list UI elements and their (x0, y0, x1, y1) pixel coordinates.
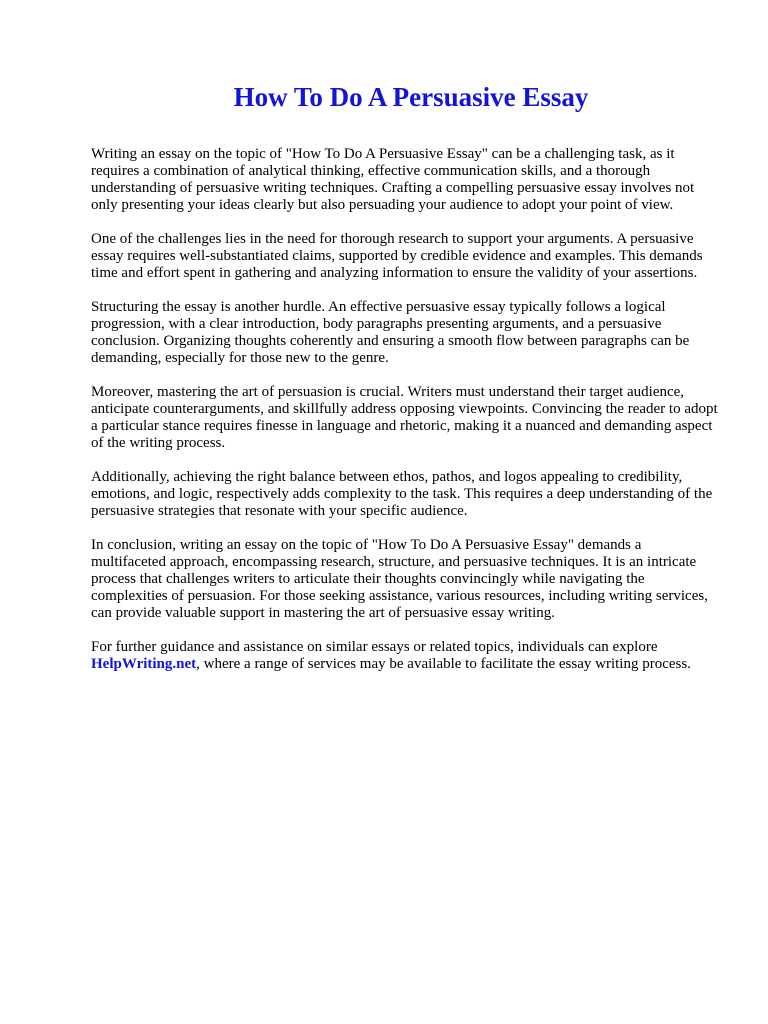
paragraph-1: Writing an essay on the topic of "How To Do A Persuasive Essay" can be a challenging task, as it requires a combination of analytical thinking, effective communication skills, and a thorough understanding of persuasive writing techniques. Crafting a compelling persuasive essay involves not only presenting your ideas clearly but also persuading your audience to adopt your point of view. (91, 146, 695, 213)
paragraph-5: Additionally, achieving the right balance between ethos, pathos, and logos appealing to credibility, emotions, and logic, respectively adds complexity to the task. This requires a deep understanding of the persuasive strategies that resonate with your specific audience. (91, 469, 713, 519)
essay-body (91, 146, 719, 690)
paragraph-3: Structuring the essay is another hurdle. An effective persuasive essay typically follows a logical progression, with a clear introduction, body paragraphs presenting arguments, and a persuasive conclusion. Organizing thoughts coherently and ensuring a smooth flow between paragraphs can be demanding, especially for those new to the genre. (91, 299, 690, 366)
helpwriting-link[interactable]: HelpWriting.net (91, 656, 197, 672)
closing-paragraph (91, 639, 719, 673)
paragraph-4: Moreover, mastering the art of persuasion is crucial. Writers must understand their target audience, anticipate counterarguments, and skillfully address opposing viewpoints. Convincing the reader to adopt a particular stance requires finesse in language and rhetoric, making it a nuanced and demanding aspect of the writing process. (91, 384, 718, 451)
closing-text-before: For further guidance and assistance on similar essays or related topics, individuals can explore (91, 639, 658, 655)
paragraph-2: One of the challenges lies in the need for thorough research to support your arguments. A persuasive essay requires well-substantiated claims, supported by credible evidence and examples. This demands time and effort spent in gathering and analyzing information to ensure the validity of your assertions. (91, 231, 703, 281)
page-title: How To Do A Persuasive Essay (233, 82, 589, 112)
closing-text-after: , where a range of services may be available to facilitate the essay writing process. (196, 656, 691, 672)
paragraph-6: In conclusion, writing an essay on the topic of "How To Do A Persuasive Essay" demands a multifaceted approach, encompassing research, structure, and persuasive techniques. It is an intricate process that challenges writers to articulate their thoughts convincingly while navigating the complexities of persuasion. For those seeking assistance, various resources, including writing services, can provide valuable support in mastering the art of persuasive essay writing. (91, 537, 708, 621)
